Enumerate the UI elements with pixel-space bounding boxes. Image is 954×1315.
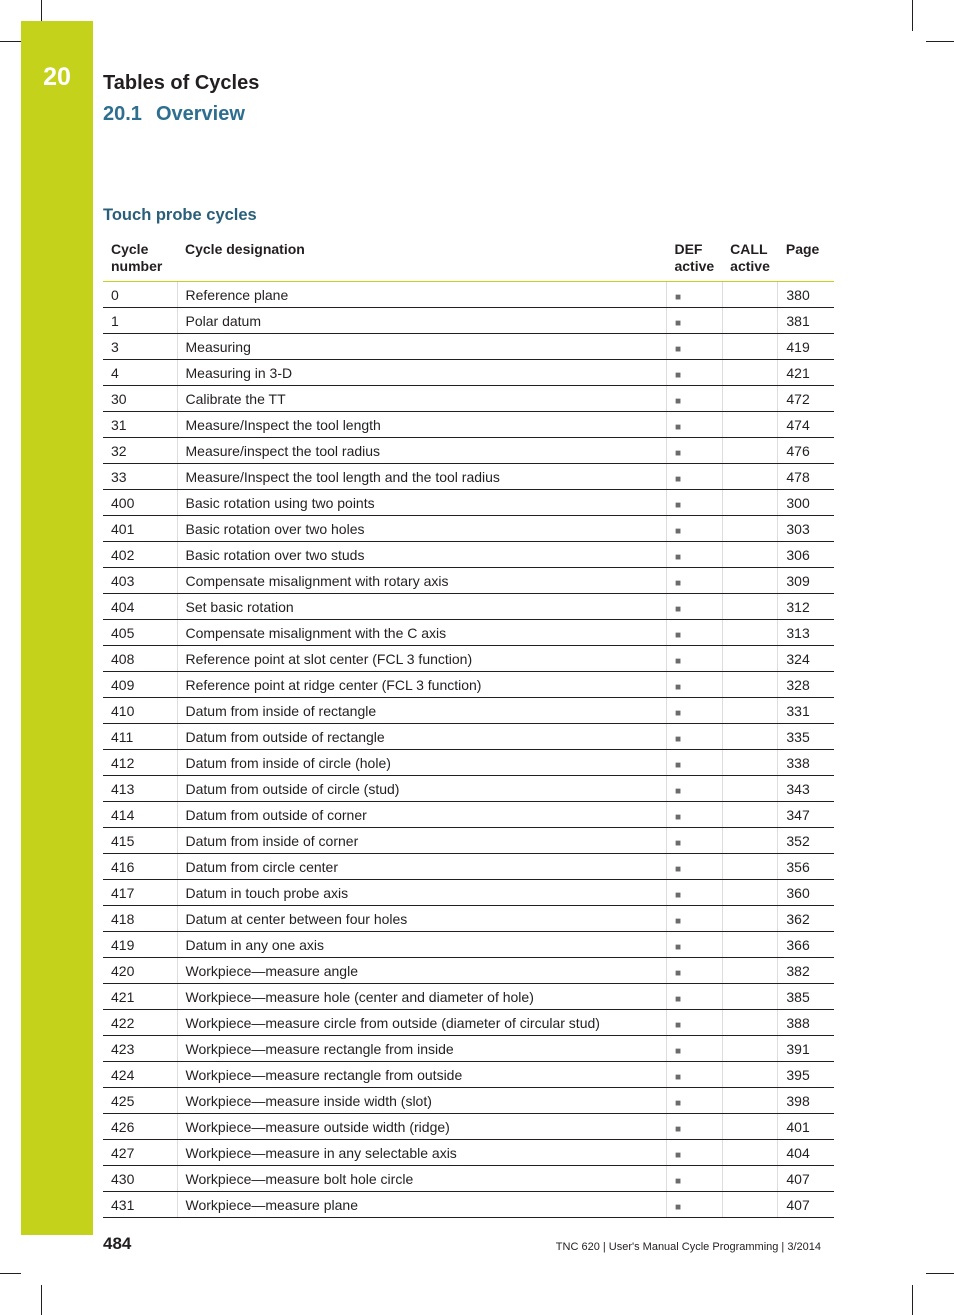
chapter-title: Tables of Cycles [103, 72, 260, 94]
page-cell: 352 [778, 828, 834, 854]
cycle-designation-cell: Datum in touch probe axis [177, 880, 666, 906]
cycle-designation-cell: Reference point at ridge center (FCL 3 function) [177, 672, 666, 698]
cycle-designation-cell: Datum from outside of circle (stud) [177, 776, 666, 802]
cycle-number-cell: 31 [103, 412, 177, 438]
crop-mark [0, 1273, 21, 1274]
cycle-number-cell: 33 [103, 464, 177, 490]
cycle-designation-cell: Measuring in 3-D [177, 360, 666, 386]
def-active-marker-icon: ■ [674, 1175, 682, 1187]
cycle-number-cell: 409 [103, 672, 177, 698]
call-active-cell [722, 594, 778, 620]
def-active-marker-icon: ■ [674, 499, 682, 511]
def-active-cell [666, 828, 722, 854]
cycle-designation-cell: Basic rotation over two holes [177, 516, 666, 542]
cycle-designation-cell: Workpiece—measure hole (center and diameter of hole) [177, 984, 666, 1010]
page-cell: 360 [778, 880, 834, 906]
call-active-cell [722, 568, 778, 594]
page-number: 484 [103, 1234, 132, 1253]
page-cell: 356 [778, 854, 834, 880]
cycle-number-cell: 401 [103, 516, 177, 542]
def-active-cell [666, 932, 722, 958]
call-active-cell [722, 646, 778, 672]
def-active-cell [666, 1166, 722, 1192]
table-row [103, 698, 834, 724]
def-active-cell [666, 1062, 722, 1088]
table-row [103, 646, 834, 672]
def-active-marker-icon: ■ [674, 707, 682, 719]
def-active-cell [666, 958, 722, 984]
def-active-marker-icon: ■ [674, 395, 682, 407]
call-active-cell [722, 412, 778, 438]
cycle-number-cell: 1 [103, 308, 177, 334]
table-row [103, 724, 834, 750]
page-cell: 382 [778, 958, 834, 984]
cycle-designation-cell: Measuring [177, 334, 666, 360]
cycle-designation-cell: Datum from circle center [177, 854, 666, 880]
call-active-cell [722, 1114, 778, 1140]
table-row [103, 1036, 834, 1062]
cycle-number-cell: 402 [103, 542, 177, 568]
call-active-cell [722, 1140, 778, 1166]
table-row [103, 1088, 834, 1114]
table-row [103, 334, 834, 360]
def-active-cell [666, 724, 722, 750]
table-row [103, 1166, 834, 1192]
call-active-cell [722, 802, 778, 828]
page-cell: 398 [778, 1088, 834, 1114]
def-active-marker-icon: ■ [674, 603, 682, 615]
def-active-marker-icon: ■ [674, 837, 682, 849]
table-row [103, 906, 834, 932]
cycle-designation-cell: Reference point at slot center (FCL 3 function) [177, 646, 666, 672]
def-active-cell [666, 438, 722, 464]
def-active-marker-icon: ■ [674, 525, 682, 537]
table-row [103, 620, 834, 646]
cycle-designation-cell: Workpiece—measure angle [177, 958, 666, 984]
def-active-marker-icon: ■ [674, 577, 682, 589]
call-active-cell [722, 854, 778, 880]
def-active-cell [666, 542, 722, 568]
call-active-cell [722, 880, 778, 906]
cycle-designation-cell: Workpiece—measure circle from outside (diameter of circular stud) [177, 1010, 666, 1036]
table-row [103, 282, 834, 308]
table-title: Touch probe cycles [103, 206, 257, 224]
table-row [103, 802, 834, 828]
page-cell: 404 [778, 1140, 834, 1166]
page-cell: 388 [778, 1010, 834, 1036]
call-active-cell [722, 1062, 778, 1088]
chapter-sidebar [21, 21, 93, 1235]
def-active-marker-icon: ■ [674, 1097, 682, 1109]
def-active-marker-icon: ■ [674, 811, 682, 823]
page-cell: 385 [778, 984, 834, 1010]
cycle-designation-cell: Compensate misalignment with the C axis [177, 620, 666, 646]
def-active-marker-icon: ■ [674, 863, 682, 875]
cycle-designation-cell: Workpiece—measure in any selectable axis [177, 1140, 666, 1166]
def-active-cell [666, 1010, 722, 1036]
table-row [103, 542, 834, 568]
def-active-marker-icon: ■ [674, 655, 682, 667]
cycle-number-cell: 0 [103, 282, 177, 308]
page-cell: 419 [778, 334, 834, 360]
crop-mark [926, 41, 954, 42]
page-cell: 324 [778, 646, 834, 672]
cycle-number-cell: 426 [103, 1114, 177, 1140]
def-active-cell [666, 906, 722, 932]
page-cell: 472 [778, 386, 834, 412]
cycle-number-cell: 425 [103, 1088, 177, 1114]
def-active-marker-icon: ■ [674, 915, 682, 927]
def-active-marker-icon: ■ [674, 1201, 682, 1213]
cycle-designation-cell: Datum at center between four holes [177, 906, 666, 932]
crop-mark [41, 0, 42, 21]
def-active-cell [666, 880, 722, 906]
footer-text: TNC 620 | User's Manual Cycle Programming | 3/2014 [555, 1241, 821, 1253]
table-row [103, 750, 834, 776]
def-active-marker-icon: ■ [674, 941, 682, 953]
def-active-cell [666, 698, 722, 724]
def-active-cell [666, 334, 722, 360]
crop-mark [912, 1285, 913, 1315]
call-active-cell [722, 932, 778, 958]
page-cell: 306 [778, 542, 834, 568]
header-page: Page [778, 239, 834, 282]
table-row [103, 854, 834, 880]
def-active-cell [666, 1192, 722, 1218]
table-row [103, 984, 834, 1010]
cycle-designation-cell: Basic rotation over two studs [177, 542, 666, 568]
call-active-cell [722, 464, 778, 490]
page-cell: 478 [778, 464, 834, 490]
table-row [103, 464, 834, 490]
call-active-cell [722, 620, 778, 646]
def-active-marker-icon: ■ [674, 1123, 682, 1135]
page-cell: 300 [778, 490, 834, 516]
cycle-designation-cell: Workpiece—measure plane [177, 1192, 666, 1218]
def-active-marker-icon: ■ [674, 681, 682, 693]
cycle-number-cell: 4 [103, 360, 177, 386]
def-active-marker-icon: ■ [674, 733, 682, 745]
page-cell: 395 [778, 1062, 834, 1088]
crop-mark [926, 1273, 954, 1274]
cycle-number-cell: 3 [103, 334, 177, 360]
cycle-designation-cell: Workpiece—measure outside width (ridge) [177, 1114, 666, 1140]
def-active-marker-icon: ■ [674, 291, 682, 303]
def-active-cell [666, 412, 722, 438]
def-active-marker-icon: ■ [674, 629, 682, 641]
page-cell: 407 [778, 1166, 834, 1192]
cycle-designation-cell: Datum from outside of corner [177, 802, 666, 828]
table-row [103, 828, 834, 854]
page-cell: 343 [778, 776, 834, 802]
cycle-number-cell: 416 [103, 854, 177, 880]
cycle-number-cell: 422 [103, 1010, 177, 1036]
cycle-number-cell: 411 [103, 724, 177, 750]
def-active-marker-icon: ■ [674, 473, 682, 485]
cycle-number-cell: 412 [103, 750, 177, 776]
def-active-cell [666, 594, 722, 620]
cycle-designation-cell: Datum in any one axis [177, 932, 666, 958]
call-active-cell [722, 1036, 778, 1062]
def-active-cell [666, 802, 722, 828]
def-active-cell [666, 1140, 722, 1166]
def-active-cell [666, 620, 722, 646]
cycle-number-cell: 427 [103, 1140, 177, 1166]
page-cell: 331 [778, 698, 834, 724]
table-row [103, 672, 834, 698]
def-active-marker-icon: ■ [674, 551, 682, 563]
call-active-cell [722, 516, 778, 542]
table-row [103, 1114, 834, 1140]
cycle-number-cell: 424 [103, 1062, 177, 1088]
def-active-cell [666, 308, 722, 334]
page-cell: 421 [778, 360, 834, 386]
def-active-marker-icon: ■ [674, 1071, 682, 1083]
touch-probe-cycles-table [103, 239, 834, 1218]
table-row [103, 386, 834, 412]
call-active-cell [722, 438, 778, 464]
table-row [103, 308, 834, 334]
call-active-cell [722, 360, 778, 386]
def-active-cell [666, 386, 722, 412]
table-row [103, 932, 834, 958]
def-active-marker-icon: ■ [674, 785, 682, 797]
call-active-cell [722, 672, 778, 698]
def-active-marker-icon: ■ [674, 447, 682, 459]
table-row [103, 776, 834, 802]
call-active-cell [722, 698, 778, 724]
def-active-cell [666, 1036, 722, 1062]
cycle-number-cell: 404 [103, 594, 177, 620]
chapter-number: 20 [43, 63, 71, 91]
table-row [103, 880, 834, 906]
cycle-number-cell: 417 [103, 880, 177, 906]
cycle-number-cell: 414 [103, 802, 177, 828]
cycle-designation-cell: Datum from inside of circle (hole) [177, 750, 666, 776]
cycle-number-cell: 410 [103, 698, 177, 724]
table-header-row [103, 239, 834, 282]
page-cell: 313 [778, 620, 834, 646]
page-cell: 312 [778, 594, 834, 620]
table-row [103, 594, 834, 620]
cycle-number-cell: 405 [103, 620, 177, 646]
cycle-number-cell: 413 [103, 776, 177, 802]
table-row [103, 516, 834, 542]
crop-mark [912, 0, 913, 31]
def-active-cell [666, 672, 722, 698]
def-active-cell [666, 464, 722, 490]
cycle-number-cell: 30 [103, 386, 177, 412]
cycle-designation-cell: Measure/Inspect the tool length and the tool radius [177, 464, 666, 490]
page-cell: 347 [778, 802, 834, 828]
def-active-cell [666, 360, 722, 386]
table-row [103, 1140, 834, 1166]
def-active-marker-icon: ■ [674, 1019, 682, 1031]
cycle-designation-cell: Workpiece—measure inside width (slot) [177, 1088, 666, 1114]
header-cycle-designation: Cycle designation [177, 239, 666, 282]
cycle-number-cell: 423 [103, 1036, 177, 1062]
cycle-number-cell: 415 [103, 828, 177, 854]
table-row [103, 1192, 834, 1218]
call-active-cell [722, 386, 778, 412]
cycle-number-cell: 431 [103, 1192, 177, 1218]
call-active-cell [722, 750, 778, 776]
cycle-designation-cell: Workpiece—measure bolt hole circle [177, 1166, 666, 1192]
section-name: Overview [155, 103, 245, 125]
cycle-number-cell: 408 [103, 646, 177, 672]
header-def-active: DEF active [666, 239, 722, 282]
section-title [103, 103, 245, 126]
call-active-cell [722, 1010, 778, 1036]
def-active-marker-icon: ■ [674, 967, 682, 979]
page-cell: 309 [778, 568, 834, 594]
page-cell: 401 [778, 1114, 834, 1140]
def-active-cell [666, 1114, 722, 1140]
cycle-number-cell: 420 [103, 958, 177, 984]
def-active-cell [666, 282, 722, 308]
cycle-number-cell: 403 [103, 568, 177, 594]
page-cell: 303 [778, 516, 834, 542]
crop-mark [0, 41, 21, 42]
def-active-marker-icon: ■ [674, 1045, 682, 1057]
call-active-cell [722, 776, 778, 802]
cycle-designation-cell: Set basic rotation [177, 594, 666, 620]
def-active-cell [666, 516, 722, 542]
page-cell: 391 [778, 1036, 834, 1062]
def-active-cell [666, 984, 722, 1010]
call-active-cell [722, 1192, 778, 1218]
section-number: 20.1 [103, 103, 142, 125]
cycle-designation-cell: Calibrate the TT [177, 386, 666, 412]
call-active-cell [722, 724, 778, 750]
call-active-cell [722, 828, 778, 854]
cycle-designation-cell: Measure/inspect the tool radius [177, 438, 666, 464]
cycle-designation-cell: Workpiece—measure rectangle from outside [177, 1062, 666, 1088]
table-row [103, 360, 834, 386]
header-call-active: CALL active [722, 239, 778, 282]
def-active-marker-icon: ■ [674, 317, 682, 329]
page-cell: 474 [778, 412, 834, 438]
cycle-number-cell: 32 [103, 438, 177, 464]
cycle-number-cell: 418 [103, 906, 177, 932]
def-active-marker-icon: ■ [674, 1149, 682, 1161]
def-active-cell [666, 750, 722, 776]
table-row [103, 438, 834, 464]
table-row [103, 490, 834, 516]
header-cycle-number: Cycle number [103, 239, 177, 282]
cycle-designation-cell: Workpiece—measure rectangle from inside [177, 1036, 666, 1062]
def-active-cell [666, 646, 722, 672]
def-active-marker-icon: ■ [674, 759, 682, 771]
cycle-designation-cell: Measure/Inspect the tool length [177, 412, 666, 438]
def-active-marker-icon: ■ [674, 993, 682, 1005]
def-active-cell [666, 776, 722, 802]
cycle-designation-cell: Compensate misalignment with rotary axis [177, 568, 666, 594]
page-cell: 407 [778, 1192, 834, 1218]
def-active-marker-icon: ■ [674, 343, 682, 355]
call-active-cell [722, 1088, 778, 1114]
def-active-cell [666, 1088, 722, 1114]
call-active-cell [722, 542, 778, 568]
page-cell: 338 [778, 750, 834, 776]
def-active-cell [666, 854, 722, 880]
call-active-cell [722, 490, 778, 516]
page-cell: 335 [778, 724, 834, 750]
page-cell: 366 [778, 932, 834, 958]
table-row [103, 958, 834, 984]
def-active-marker-icon: ■ [674, 369, 682, 381]
call-active-cell [722, 958, 778, 984]
table-row [103, 1010, 834, 1036]
cycle-number-cell: 421 [103, 984, 177, 1010]
table-row [103, 1062, 834, 1088]
page-cell: 362 [778, 906, 834, 932]
cycle-designation-cell: Datum from outside of rectangle [177, 724, 666, 750]
cycle-number-cell: 400 [103, 490, 177, 516]
cycle-number-cell: 430 [103, 1166, 177, 1192]
cycle-designation-cell: Datum from inside of rectangle [177, 698, 666, 724]
table-body [103, 282, 834, 1218]
def-active-marker-icon: ■ [674, 421, 682, 433]
page-cell: 380 [778, 282, 834, 308]
page-cell: 476 [778, 438, 834, 464]
def-active-cell [666, 490, 722, 516]
cycle-designation-cell: Reference plane [177, 282, 666, 308]
cycle-designation-cell: Basic rotation using two points [177, 490, 666, 516]
call-active-cell [722, 1166, 778, 1192]
cycle-designation-cell: Datum from inside of corner [177, 828, 666, 854]
call-active-cell [722, 906, 778, 932]
cycle-designation-cell: Polar datum [177, 308, 666, 334]
call-active-cell [722, 334, 778, 360]
call-active-cell [722, 308, 778, 334]
table-row [103, 568, 834, 594]
page-cell: 381 [778, 308, 834, 334]
cycle-number-cell: 419 [103, 932, 177, 958]
table-row [103, 412, 834, 438]
call-active-cell [722, 282, 778, 308]
crop-mark [41, 1285, 42, 1315]
page-cell: 328 [778, 672, 834, 698]
def-active-marker-icon: ■ [674, 889, 682, 901]
def-active-cell [666, 568, 722, 594]
call-active-cell [722, 984, 778, 1010]
